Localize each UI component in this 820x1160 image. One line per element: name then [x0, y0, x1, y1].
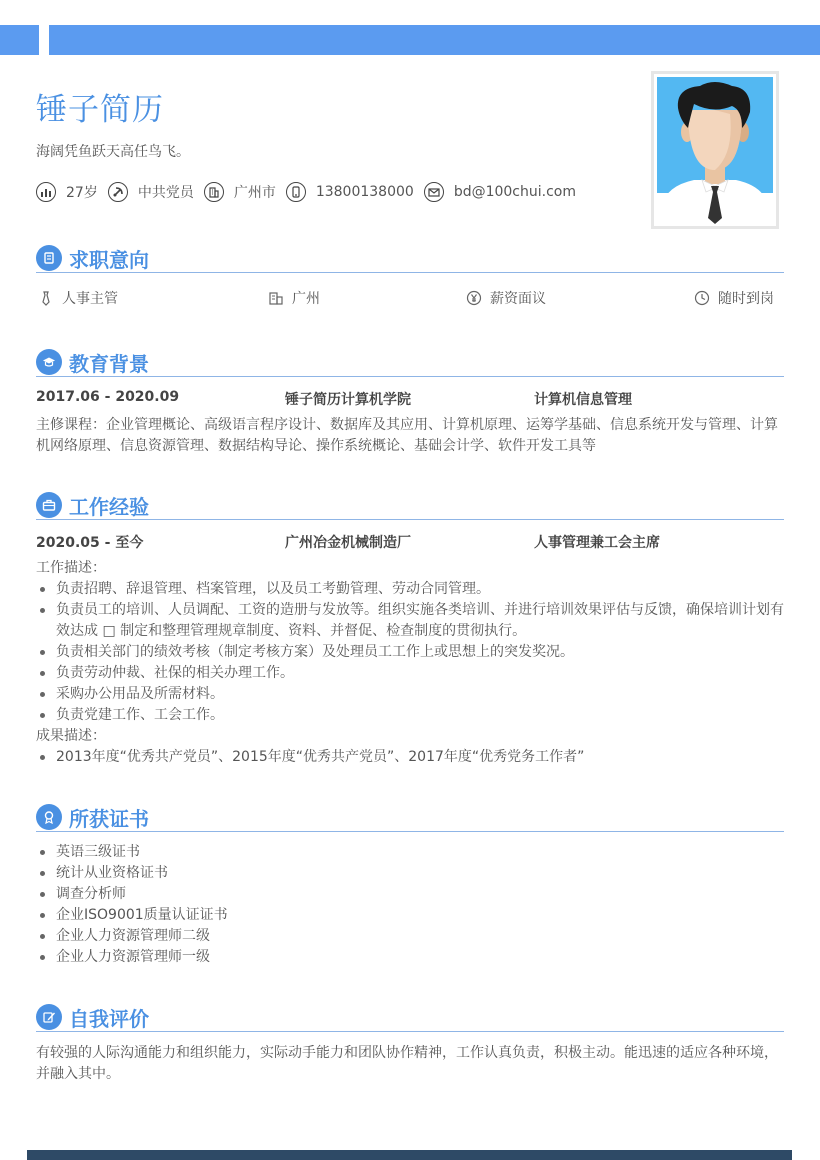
intent-job [38, 288, 118, 308]
age-icon [36, 182, 56, 202]
clock-icon [694, 290, 710, 306]
section-header-intent [36, 245, 784, 273]
phone-icon [286, 182, 306, 202]
motto: 海阔凭鱼跃天高任鸟飞。 [36, 144, 190, 160]
section-title-education: 教育背景 [69, 352, 149, 376]
section-header-certificates [36, 804, 784, 832]
list-item: 统计从业资格证书 [36, 863, 784, 884]
info-party-text: 中共党员 [137, 185, 194, 201]
edit-icon [36, 1004, 62, 1030]
intent-section-icon [36, 245, 62, 271]
section-header-self-eval [36, 1004, 784, 1032]
section-header-work [36, 492, 784, 520]
intent-start-text: 随时到岗 [718, 291, 774, 307]
education-courses-line-1: 主修课程：企业管理概论、高级语言程序设计、数据库及其应用、计算机原理、运筹学基础、信息系统开发与管理、计算 [36, 417, 778, 433]
info-phone-text: 13800138000 [315, 184, 414, 200]
education-major: 计算机信息管理 [534, 392, 632, 408]
list-item: 企业人力资源管理师一级 [36, 947, 784, 968]
briefcase-icon [36, 492, 62, 518]
education-period: 2017.06 - 2020.09 [36, 389, 180, 405]
info-phone [286, 182, 414, 202]
avatar-illustration [654, 74, 776, 226]
list-item: 负责党建工作、工会工作。 [36, 705, 784, 726]
info-age [36, 182, 98, 202]
intent-salary [466, 288, 546, 308]
tie-icon [38, 290, 54, 306]
intent-city-text: 广州 [292, 291, 320, 307]
resume-name: 锤子简历 [36, 92, 164, 128]
info-city-text: 广州市 [233, 185, 276, 201]
list-item: 英语三级证书 [36, 842, 784, 863]
list-item: 负责员工的培训、人员调配、工资的造册与发放等。组织实施各类培训、并进行培训效果评估与反馈，确保培训计划有效达成 □ 制定和整理管理规章制度、资料、并督促、检查制度的贯彻执行。 [36, 600, 784, 642]
section-title-self-eval: 自我评价 [69, 1007, 149, 1031]
info-age-text: 27岁 [66, 185, 98, 201]
certificates-list [36, 842, 784, 968]
list-item: 负责招聘、辞退管理、档案管理，以及员工考勤管理、劳动合同管理。 [36, 579, 784, 600]
self-eval-line-2: 并融入其中。 [36, 1066, 120, 1082]
graduation-cap-icon [36, 349, 62, 375]
section-title-intent: 求职意向 [69, 248, 149, 272]
list-item: 采购办公用品及所需材料。 [36, 684, 784, 705]
intent-start [694, 288, 774, 308]
building-icon [268, 290, 284, 306]
work-results-list [36, 747, 784, 768]
education-courses-line-2: 机网络原理、信息资源管理、数据结构导论、操作系统概论、基础会计学、软件开发工具等 [36, 438, 596, 454]
work-period: 2020.05 - 至今 [36, 535, 144, 551]
party-icon [108, 182, 128, 202]
work-company: 广州冶金机械制造厂 [285, 535, 411, 551]
city-icon [204, 182, 224, 202]
bottom-accent-bar [27, 1150, 792, 1160]
list-item: 负责相关部门的绩效考核（制定考核方案）及处理员工工作上或思想上的突发奖况。 [36, 642, 784, 663]
profile-photo [651, 71, 779, 229]
personal-info-row [36, 181, 586, 203]
intent-job-text: 人事主管 [62, 291, 118, 307]
list-item: 2013年度“优秀共产党员”、2015年度“优秀共产党员”、2017年度“优秀党务工作者” [36, 747, 784, 768]
info-party [108, 182, 194, 202]
section-title-work: 工作经验 [69, 495, 149, 519]
education-courses [36, 415, 784, 457]
certificate-icon [36, 804, 62, 830]
email-icon [424, 182, 444, 202]
work-result-label: 成果描述： [36, 728, 106, 744]
section-header-education [36, 349, 784, 377]
list-item: 调查分析师 [36, 884, 784, 905]
work-desc-label: 工作描述： [36, 560, 106, 576]
top-accent-bar-left [0, 25, 39, 55]
list-item: 企业ISO9001质量认证证书 [36, 905, 784, 926]
top-accent-bar-right [49, 25, 820, 55]
info-city [204, 182, 276, 202]
intent-city [268, 288, 320, 308]
self-eval-text [36, 1043, 784, 1085]
info-email [424, 182, 576, 202]
work-position: 人事管理兼工会主席 [534, 535, 660, 551]
list-item: 负责劳动仲裁、社保的相关办理工作。 [36, 663, 784, 684]
section-title-certificates: 所获证书 [69, 807, 149, 831]
work-duties-list [36, 579, 784, 726]
info-email-text: bd@100chui.com [453, 184, 576, 200]
intent-salary-text: 薪资面议 [490, 291, 546, 307]
education-school: 锤子简历计算机学院 [285, 392, 411, 408]
yen-icon [466, 290, 482, 306]
self-eval-line-1: 有较强的人际沟通能力和组织能力，实际动手能力和团队协作精神，工作认真负责，积极主动。能迅速的适应各种环境， [36, 1045, 778, 1061]
list-item: 企业人力资源管理师二级 [36, 926, 784, 947]
